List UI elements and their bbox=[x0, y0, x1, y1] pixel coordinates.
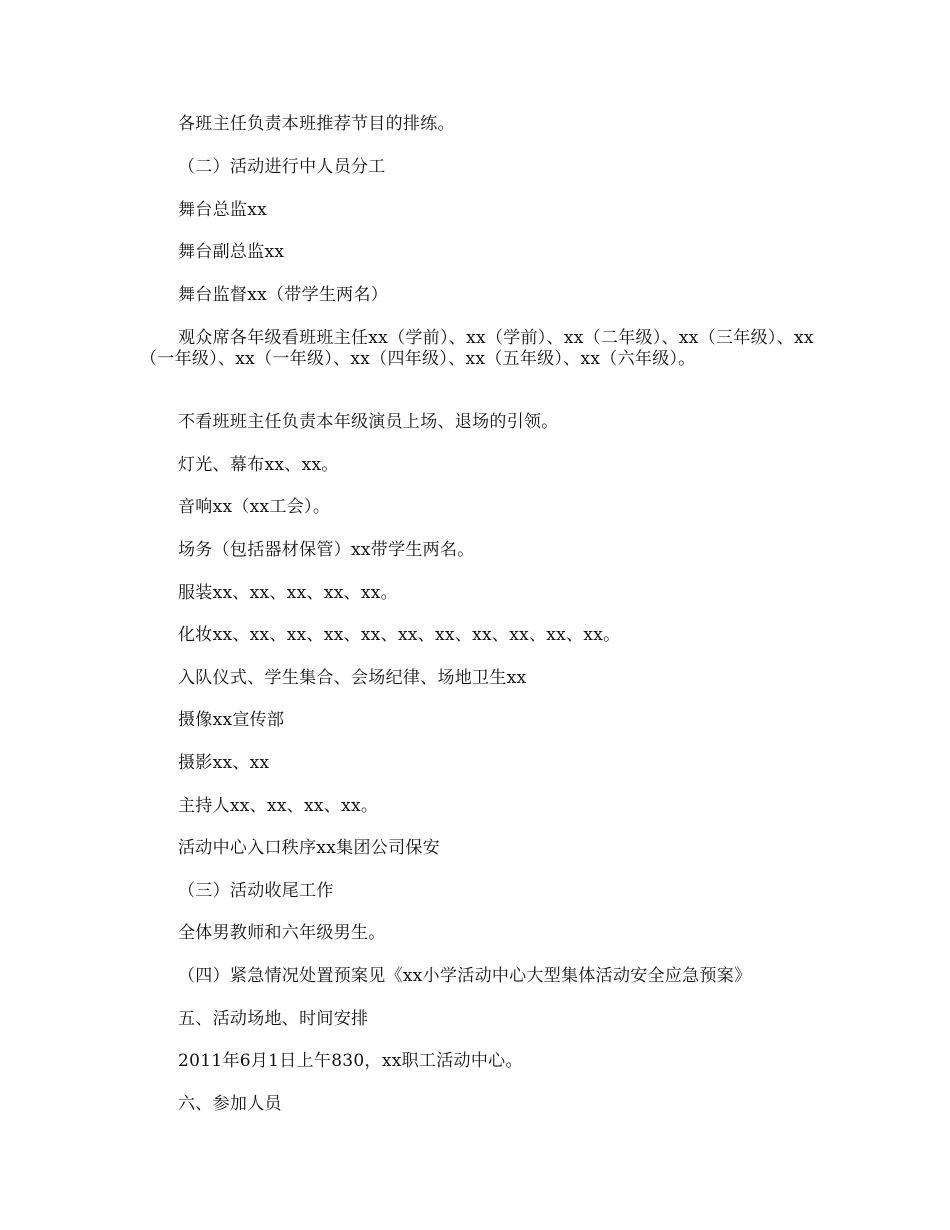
heading-staff-assignment: （二）活动进行中人员分工 bbox=[178, 157, 386, 177]
paragraph-date-venue: 2011年6月1日上午830，xx职工活动中心。 bbox=[178, 1051, 523, 1071]
heading-emergency-plan: （四）紧急情况处置预案见《xx小学活动中心大型集体活动安全应急预案》 bbox=[178, 966, 752, 986]
paragraph-hosts: 主持人xx、xx、xx、xx。 bbox=[178, 796, 379, 816]
paragraph-sound: 音响xx（xx工会）。 bbox=[178, 497, 331, 517]
paragraph-stage-director: 舞台总监xx bbox=[178, 200, 267, 220]
paragraph-performer-guidance: 不看班班主任负责本年级演员上场、退场的引领。 bbox=[178, 412, 559, 432]
paragraph-stage-supervisor: 舞台监督xx（带学生两名） bbox=[178, 285, 389, 305]
paragraph-wrap-up-staff: 全体男教师和六年级男生。 bbox=[178, 923, 386, 943]
paragraph-lighting: 灯光、幕布xx、xx。 bbox=[178, 455, 339, 475]
paragraph-video: 摄像xx宣传部 bbox=[178, 710, 285, 730]
heading-participants: 六、参加人员 bbox=[178, 1094, 282, 1114]
heading-wrap-up: （三）活动收尾工作 bbox=[178, 881, 334, 901]
paragraph-costumes: 服装xx、xx、xx、xx、xx。 bbox=[178, 583, 398, 603]
paragraph-entrance-order: 活动中心入口秩序xx集团公司保安 bbox=[178, 838, 440, 858]
paragraph-photography: 摄影xx、xx bbox=[178, 753, 270, 773]
paragraph-makeup: 化妆xx、xx、xx、xx、xx、xx、xx、xx、xx、xx、xx。 bbox=[178, 625, 621, 645]
paragraph-venue-affairs: 场务（包括器材保管）xx带学生两名。 bbox=[178, 540, 475, 560]
paragraph-ceremony-discipline: 入队仪式、学生集合、会场纪律、场地卫生xx bbox=[178, 668, 527, 688]
paragraph-rehearsal: 各班主任负责本班推荐节目的排练。 bbox=[178, 114, 455, 134]
paragraph-deputy-director: 舞台副总监xx bbox=[178, 242, 285, 262]
heading-venue-time: 五、活动场地、时间安排 bbox=[178, 1009, 369, 1029]
paragraph-audience-teachers: 观众席各年级看班班主任xx（学前）、xx（学前）、xx（二年级）、xx（三年级）、xx（一年级）、xx（一年级）、xx（四年级）、xx（五年级）、xx（六年级）。 bbox=[140, 328, 814, 369]
